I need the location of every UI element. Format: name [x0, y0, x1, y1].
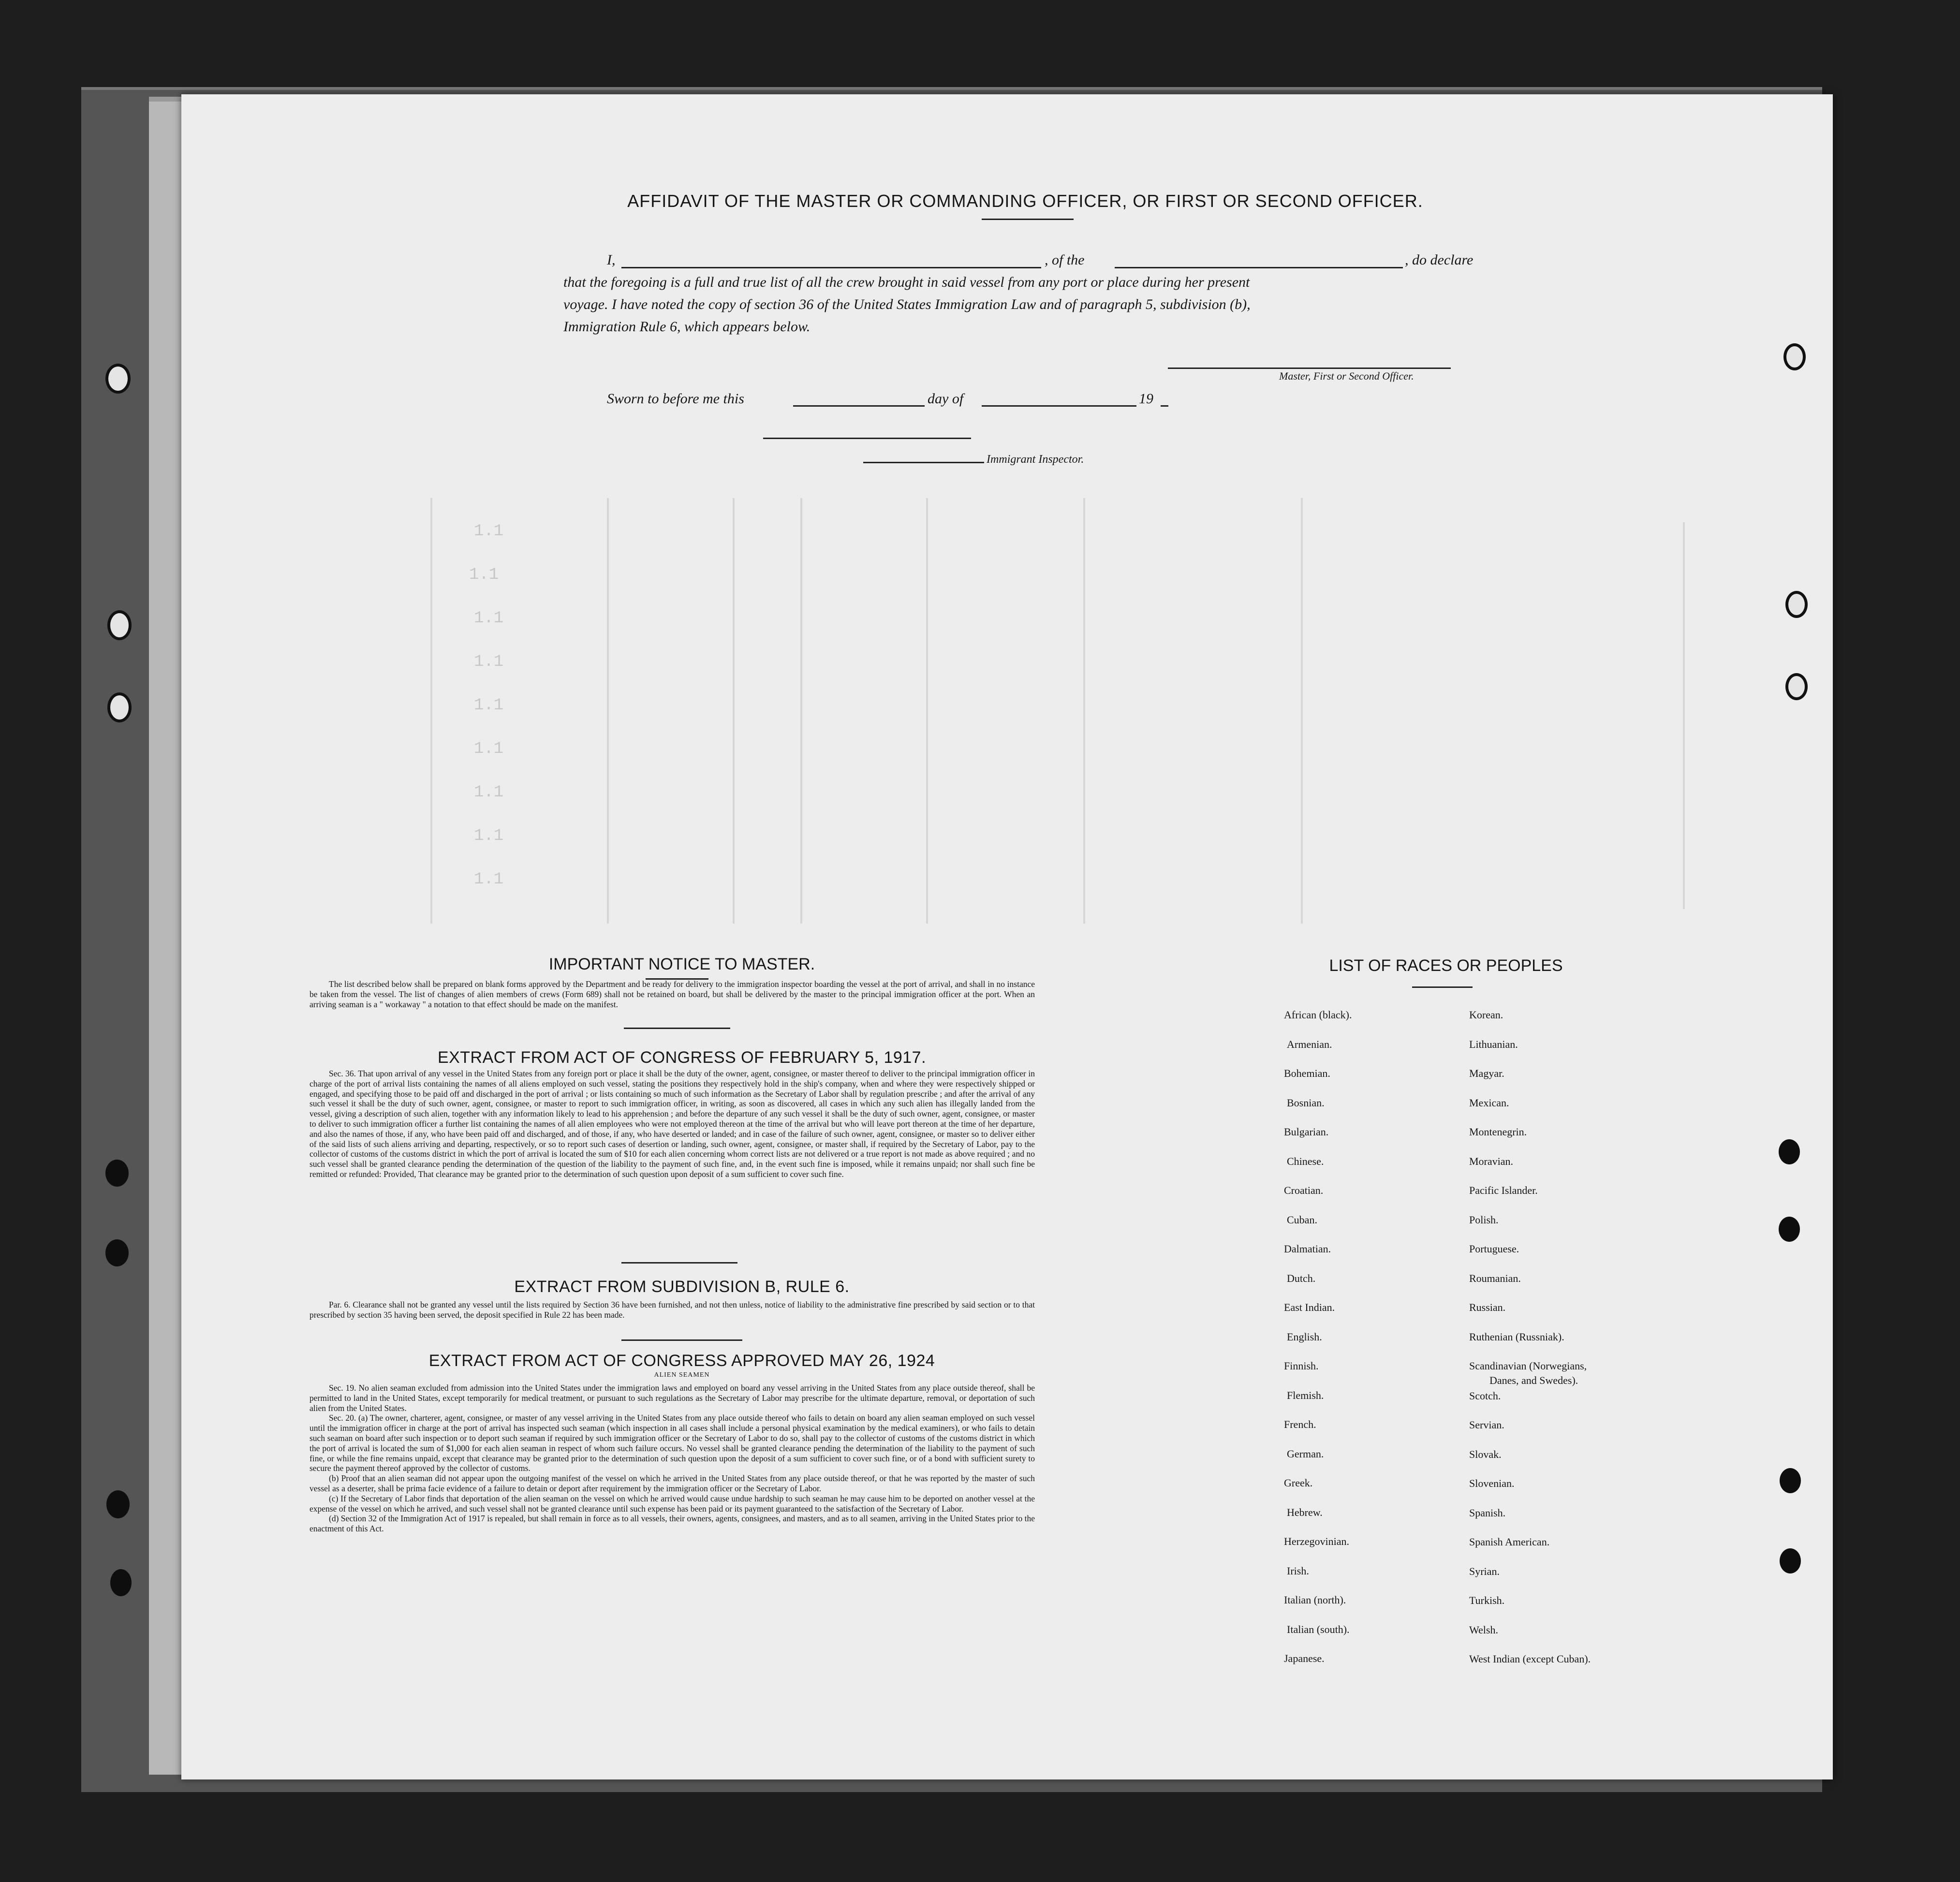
race-item: Polish. [1469, 1213, 1499, 1226]
notice-body [309, 979, 1035, 1009]
title-rule [982, 219, 1074, 220]
race-item: Syrian. [1469, 1565, 1500, 1577]
race-item: Slovak. [1469, 1448, 1502, 1460]
race-item: Bulgarian. [1284, 1126, 1329, 1138]
race-item: German. [1287, 1447, 1324, 1460]
race-item: Welsh. [1469, 1623, 1498, 1636]
of-the-label: , of the [1045, 252, 1085, 268]
extract-1924-paragraph: Sec. 19. No alien seaman excluded from admission into the United States under the immigration laws and employed on board any vessel arriving in the United States from any place outside thereof, shall be permitted to land in the United States, except temporarily for medical treatment, or pursuant to such regulations as the Secretary of Labor may prescribe for the ultimate departure, removal, or deportation of such alien from the United States. [309, 1383, 1035, 1413]
race-item: French. [1284, 1418, 1316, 1430]
race-item: Danes, and Swedes). [1489, 1374, 1578, 1386]
affidavit-title: AFFIDAVIT OF THE MASTER OR COMMANDING OFFICER, OR FIRST OR SECOND OFFICER. [627, 191, 1423, 211]
extract-rule6-title: EXTRACT FROM SUBDIVISION B, RULE 6. [514, 1278, 850, 1296]
race-item: Magyar. [1469, 1067, 1504, 1079]
extract-rule6-text: Par. 6. Clearance shall not be granted any vessel until the lists required by Section 36 have been furnished, and not then unless, notice of liability to the administrative fine prescribed by said section or to that prescribed by section 35 having been served, the deposit specified in Rule 22 has been made. [309, 1300, 1035, 1320]
page-hole [1780, 1548, 1801, 1573]
race-item: Ruthenian (Russniak). [1469, 1330, 1564, 1343]
binder-hole [110, 1569, 132, 1596]
binder-hole [105, 1160, 129, 1187]
statement-line: voyage. I have noted the copy of section 36 of the United States Immigration Law and of paragraph 5, subdivision (b), [563, 296, 1251, 312]
race-item: Hebrew. [1287, 1506, 1323, 1518]
notice-title: IMPORTANT NOTICE TO MASTER. [548, 955, 815, 973]
extract-1917-title: EXTRACT FROM ACT OF CONGRESS OF FEBRUARY 5, 1917. [437, 1048, 927, 1067]
binder-hole [105, 1239, 129, 1266]
do-declare-label: , do declare [1405, 252, 1474, 268]
sworn-label: Sworn to before me this [607, 391, 744, 407]
race-item: Italian (north). [1284, 1594, 1346, 1606]
race-item: Scotch. [1469, 1389, 1501, 1402]
race-item: Italian (south). [1287, 1623, 1350, 1635]
race-item: Cuban. [1287, 1213, 1317, 1226]
vessel-name-field[interactable] [1115, 267, 1403, 268]
page-hole [1785, 673, 1808, 700]
race-item: Spanish American. [1469, 1536, 1550, 1548]
binding-strip [149, 102, 184, 1775]
race-item: Slovenian. [1469, 1477, 1515, 1489]
races-title: LIST OF RACES OR PEOPLES [1329, 956, 1563, 975]
sworn-day-field[interactable] [793, 405, 925, 407]
master-label: Master, First or Second Officer. [1279, 370, 1414, 382]
page-hole [1785, 591, 1808, 618]
race-item: Turkish. [1469, 1594, 1505, 1606]
statement-line: Immigration Rule 6, which appears below. [563, 319, 811, 335]
inspector-signature-upper[interactable] [763, 438, 971, 439]
section-rule [624, 1028, 730, 1029]
race-item: Armenian. [1287, 1038, 1332, 1050]
race-item: Korean. [1469, 1009, 1503, 1021]
section-rule [621, 1339, 742, 1341]
statement-line: that the foregoing is a full and true list of all the crew brought in said vessel from any port or place during her present [563, 274, 1250, 290]
race-item: Montenegrin. [1469, 1126, 1527, 1138]
race-item: Herzegovinian. [1284, 1535, 1349, 1547]
race-item: Roumanian. [1469, 1272, 1521, 1284]
page-hole [1779, 1217, 1800, 1242]
extract-1917-body [309, 1069, 1035, 1179]
page-hole [1780, 1468, 1801, 1493]
race-item: Pacific Islander. [1469, 1184, 1538, 1196]
race-item: Bohemian. [1284, 1067, 1330, 1079]
race-item: African (black). [1284, 1009, 1352, 1021]
section-rule [621, 1262, 737, 1264]
extract-1924-title: EXTRACT FROM ACT OF CONGRESS APPROVED MAY 26, 1924 [428, 1352, 935, 1370]
race-item: Dalmatian. [1284, 1243, 1331, 1255]
race-item: East Indian. [1284, 1301, 1335, 1313]
binder-hole [106, 1490, 130, 1518]
binder-hole [107, 610, 132, 640]
sworn-month-field[interactable] [982, 405, 1136, 407]
inspector-signature-field[interactable] [863, 462, 984, 463]
day-of-label: day of [928, 391, 964, 407]
race-item: Lithuanian. [1469, 1038, 1518, 1050]
race-item: Chinese. [1287, 1155, 1324, 1167]
race-item: Scandinavian (Norwegians, [1469, 1360, 1587, 1372]
race-item: Dutch. [1287, 1272, 1316, 1284]
binder-hole [107, 692, 132, 722]
year-prefix: 19 [1139, 391, 1153, 407]
binder-hole [105, 364, 131, 394]
race-item: Flemish. [1287, 1389, 1324, 1401]
race-item: Moravian. [1469, 1155, 1514, 1167]
race-item: Portuguese. [1469, 1243, 1519, 1255]
race-item: English. [1287, 1330, 1322, 1343]
race-item: Irish. [1287, 1564, 1309, 1577]
race-item: Spanish. [1469, 1506, 1506, 1519]
notice-text: The list described below shall be prepared on blank forms approved by the Department and be ready for delivery to the immigration inspector boarding the vessel at the port of arrival, and shall in no instance be taken from the vessel. The list of changes of alien members of crews (Form 689) shall not be retained on board, but shall be delivered by the master to the principal immigration officer at the port. When an arriving seaman is a " workaway " a notation to that effect should be made on the manifest. [309, 979, 1035, 1009]
extract-1924-subtitle: ALIEN SEAMEN [654, 1371, 710, 1379]
races-rule [1412, 986, 1473, 988]
race-item: Mexican. [1469, 1096, 1509, 1109]
race-item: Finnish. [1284, 1360, 1319, 1372]
extract-1924-paragraph: Sec. 20. (a) The owner, charterer, agent, consignee, or master of any vessel arriving in the United States from any place outside thereof who fails to detain on board any alien seaman employed on such vessel until the immigration officer in charge at the port of arrival has inspected such seaman (which inspection in all cases shall include a personal physical examination by the medical examiners), or who fails to detain such seaman on board after such inspection or to deport such seaman if required by such immigration officer or the Secretary of Labor to do so, shall pay to the collector of customs of the customs district in which the port of arrival is located the sum of $1,000 for each alien seaman in respect of whom such failure occurs. No vessel shall be granted clearance pending the determination of the liability to the payment of such fine, or while the fine remains unpaid, except that clearance may be granted prior to the determination of such question upon the deposit of a sum sufficient to cover such fine, or of a bond with sufficient surety to secure the payment thereof approved by the collector of customs. [309, 1413, 1035, 1473]
extract-1917-text: Sec. 36. That upon arrival of any vessel in the United States from any foreign port or place it shall be the duty of the owner, agent, consignee, or master thereof to deliver to the principal immigration officer in charge of the port of arrival lists containing the names of all aliens employed on such vessel, stating the positions they respectively hold in the ship's company, when and where they were respectively shipped or engaged, and specifying those to be paid off and discharged in the port of arrival ; or lists containing so much of such information as the Secretary of Labor shall by regulation prescribe ; and after the arrival of any such vessel it shall be the duty of such owner, agent, consignee, or master to report to such immigration officer, in writing, as soon as discovered, all cases in which any such alien has illegally landed from the vessel, giving a description of such alien, together with any information likely to lead to his apprehension ; and before the departure of any such vessel it shall be the duty of such owner, agent, consignee, or master to deliver to such immigration officer a further list containing the names of all alien employees who were not employed thereon at the time of the arrival but who will leave port thereon at the time of her departure, and also the names of those, if any, who have been paid off and discharged, and of those, if any, who have deserted or landed; and in case of the failure of such owner, agent, consignee, or master so to deliver either of the said lists of such aliens arriving and departing, respectively, or so to report such cases of desertion or landing, such owner, agent, consignee, or master shall, if required by the Secretary of Labor, pay to the collector of customs of the customs district in which the port of arrival is located the sum of $10 for each alien concerning whom correct lists are not delivered or a true report is not made as above required ; and no such vessel shall be granted clearance pending the determination of the question of the liability to the payment of such fine, and, in the event such fine is imposed, while it remains unpaid; nor shall such fine be remitted or refunded: Provided, That clearance may be granted prior to the determination of such question upon deposit of a sum sufficient to cover such fine. [309, 1069, 1035, 1179]
race-item: Greek. [1284, 1477, 1313, 1489]
affiant-label: I, [607, 252, 616, 268]
race-item: Croatian. [1284, 1184, 1324, 1196]
extract-1924-paragraph: (d) Section 32 of the Immigration Act of 1917 is repealed, but shall remain in force as to all vessels, their owners, agents, consignees, and masters, and as to all seamen, arriving in the United States prior to the enactment of this Act. [309, 1514, 1035, 1534]
extract-1924-body [309, 1383, 1035, 1534]
extract-rule6-body [309, 1300, 1035, 1320]
inspector-label: Immigrant Inspector. [987, 453, 1084, 466]
page-hole [1779, 1139, 1800, 1164]
extract-1924-paragraph: (b) Proof that an alien seaman did not appear upon the outgoing manifest of the vessel on which he arrived in the United States from any place outside thereof, or that he was reported by the master of such vessel as a deserter, shall be prima facie evidence of a failure to detain or deport after requirement by the immigration officer or the Secretary of Labor. [309, 1473, 1035, 1493]
sworn-year-field[interactable] [1161, 405, 1168, 407]
race-item: Japanese. [1284, 1652, 1325, 1664]
affiant-name-field[interactable] [621, 267, 1041, 268]
race-item: Bosnian. [1287, 1096, 1325, 1109]
page-hole [1783, 343, 1806, 370]
race-item: West Indian (except Cuban). [1469, 1653, 1591, 1665]
extract-1924-paragraph: (c) If the Secretary of Labor finds that deportation of the alien seaman on the vessel on which he arrived would cause undue hardship to such seaman he may cause him to be deported on another vessel at the expense of the vessel on which he arrived, and such vessel shall not be granted clearance until such expense has been paid or its payment guaranteed to the satisfaction of the Secretary of Labor. [309, 1493, 1035, 1514]
race-item: Russian. [1469, 1301, 1506, 1313]
race-item: Servian. [1469, 1419, 1504, 1431]
